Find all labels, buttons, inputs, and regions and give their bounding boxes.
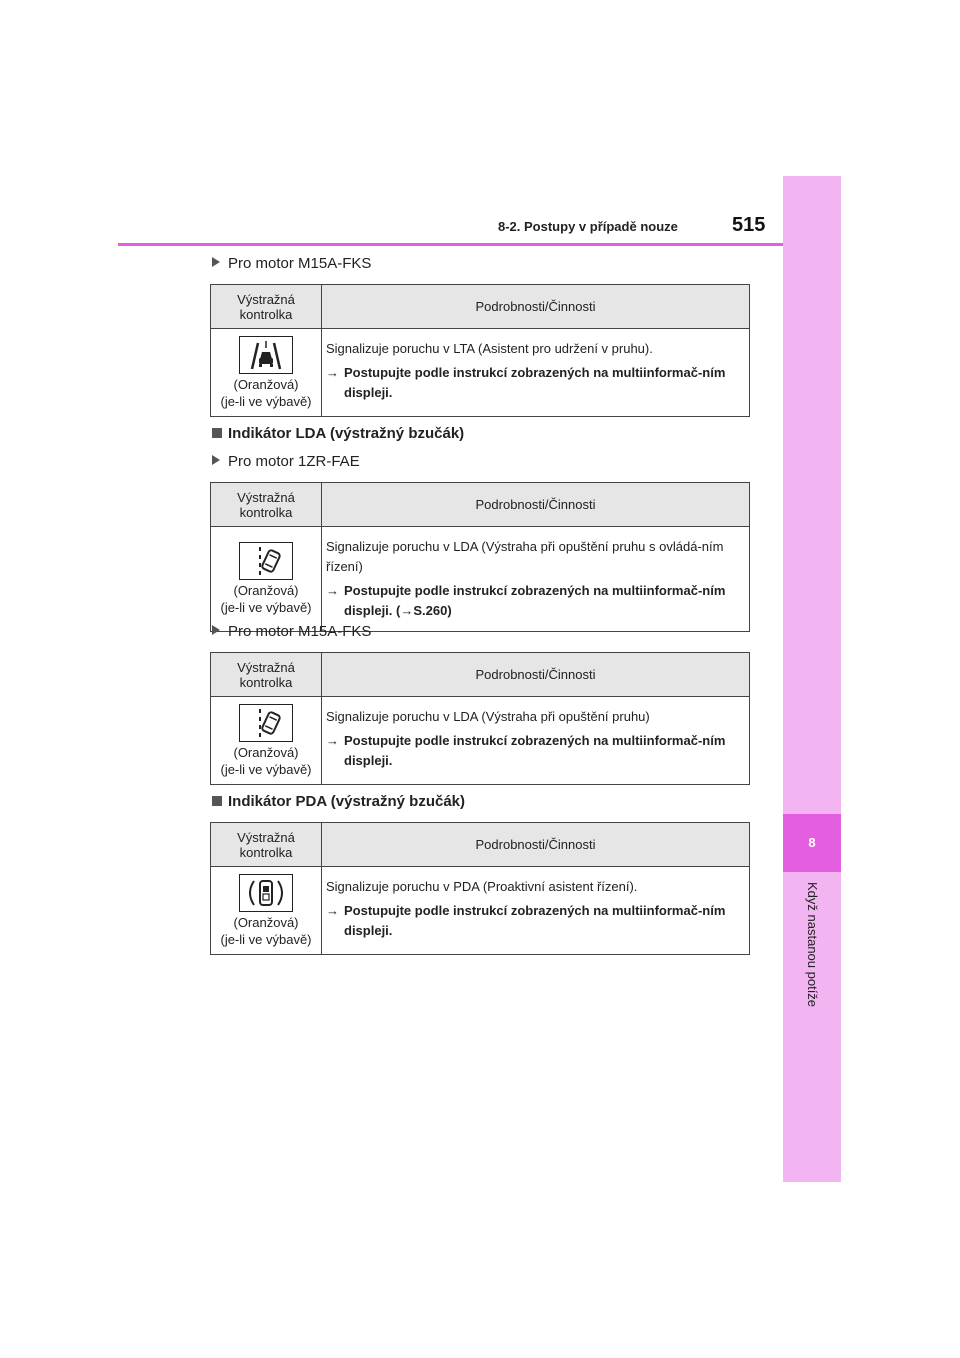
indicator-color: (Oranžová) bbox=[233, 376, 299, 392]
description: Signalizuje poruchu v LTA (Asistent pro udržení v pruhu). bbox=[326, 341, 653, 356]
lane-departure-warning-icon bbox=[239, 704, 293, 742]
table-header-row bbox=[211, 823, 750, 867]
action-text: Postupujte podle instrukcí zobrazených na multiinformač-ním displeji. bbox=[344, 365, 726, 400]
indicator-equipment: (je-li ve výbavě) bbox=[220, 600, 312, 615]
table-header-row bbox=[211, 653, 750, 697]
table-row bbox=[211, 697, 750, 785]
details-cell bbox=[322, 527, 750, 632]
section-title: 8-2. Postupy v případě nouze bbox=[498, 219, 678, 234]
lane-departure-warning-icon bbox=[239, 542, 293, 580]
indicator-color: (Oranžová) bbox=[233, 914, 299, 930]
table-row bbox=[211, 329, 750, 417]
triangle-bullet-icon bbox=[212, 455, 220, 465]
arrow-icon: → bbox=[326, 733, 339, 748]
action bbox=[326, 901, 743, 941]
col-header-details: Podrobnosti/Činnosti bbox=[322, 653, 750, 697]
header-rule bbox=[118, 243, 783, 246]
section-heading bbox=[212, 793, 465, 810]
subheading-text: Pro motor M15A-FKS bbox=[228, 623, 372, 640]
table-header-row bbox=[211, 483, 750, 527]
arrow-icon: → bbox=[326, 583, 339, 598]
description: Signalizuje poruchu v PDA (Proaktivní asistent řízení). bbox=[326, 879, 638, 894]
indicator-cell bbox=[211, 329, 322, 417]
chapter-number: 8 bbox=[783, 814, 841, 872]
subheading-text: Pro motor M15A-FKS bbox=[228, 255, 372, 272]
action bbox=[326, 363, 743, 403]
subheading bbox=[212, 255, 371, 272]
table-row bbox=[211, 867, 750, 955]
section-heading bbox=[212, 425, 464, 442]
description: Signalizuje poruchu v LDA (Výstraha při opuštění pruhu) bbox=[326, 709, 650, 724]
table-header-row bbox=[211, 285, 750, 329]
section-heading-text: Indikátor LDA (výstražný bzučák) bbox=[228, 425, 465, 442]
col-header-light: Výstražná kontrolka bbox=[211, 653, 322, 697]
indicator-equipment: (je-li ve výbavě) bbox=[220, 761, 312, 777]
action bbox=[326, 731, 743, 771]
indicator-color: (Oranžová) bbox=[233, 744, 299, 760]
description: Signalizuje poruchu v LDA (Výstraha při opuštění pruhu s ovládá-ním řízení) bbox=[326, 539, 724, 574]
subheading bbox=[212, 453, 360, 470]
section-heading-text: Indikátor PDA (výstražný bzučák) bbox=[228, 793, 466, 810]
arrow-icon: → bbox=[326, 365, 339, 380]
triangle-bullet-icon bbox=[212, 257, 220, 267]
details-cell bbox=[322, 697, 750, 785]
col-header-light: Výstražná kontrolka bbox=[211, 823, 322, 867]
action bbox=[326, 581, 743, 621]
table-row bbox=[211, 527, 750, 632]
col-header-details: Podrobnosti/Činnosti bbox=[322, 823, 750, 867]
subheading-text: Pro motor 1ZR-FAE bbox=[228, 453, 360, 470]
square-bullet-icon bbox=[212, 796, 222, 806]
triangle-bullet-icon bbox=[212, 625, 220, 635]
details-cell bbox=[322, 329, 750, 417]
col-header-light: Výstražná kontrolka bbox=[211, 483, 322, 527]
indicator-cell bbox=[211, 867, 322, 955]
chapter-side-tab bbox=[783, 176, 841, 1182]
proactive-driving-assist-icon bbox=[239, 874, 293, 912]
page-number: 515 bbox=[732, 214, 766, 236]
arrow-icon: → bbox=[326, 903, 339, 918]
action-text: Postupujte podle instrukcí zobrazených na multiinformač-ním displeji. (→S.260) bbox=[344, 583, 726, 618]
warning-table bbox=[210, 284, 750, 417]
square-bullet-icon bbox=[212, 428, 222, 438]
details-cell bbox=[322, 867, 750, 955]
warning-table bbox=[210, 822, 750, 955]
indicator-equipment: (je-li ve výbavě) bbox=[220, 393, 312, 409]
warning-table bbox=[210, 482, 750, 632]
lane-trace-warning-icon bbox=[239, 336, 293, 374]
indicator-cell bbox=[211, 697, 322, 785]
action-text: Postupujte podle instrukcí zobrazených na multiinformač-ním displeji. bbox=[344, 733, 726, 768]
indicator-cell bbox=[211, 527, 322, 632]
action-text: Postupujte podle instrukcí zobrazených na multiinformač-ním displeji. bbox=[344, 903, 726, 938]
warning-table bbox=[210, 652, 750, 785]
chapter-title: Když nastanou potíže bbox=[805, 882, 820, 1008]
col-header-light: Výstražná kontrolka bbox=[211, 285, 322, 329]
subheading bbox=[212, 623, 371, 640]
indicator-color: (Oranžová) bbox=[233, 583, 299, 598]
col-header-details: Podrobnosti/Činnosti bbox=[322, 483, 750, 527]
col-header-details: Podrobnosti/Činnosti bbox=[322, 285, 750, 329]
indicator-equipment: (je-li ve výbavě) bbox=[220, 931, 312, 947]
